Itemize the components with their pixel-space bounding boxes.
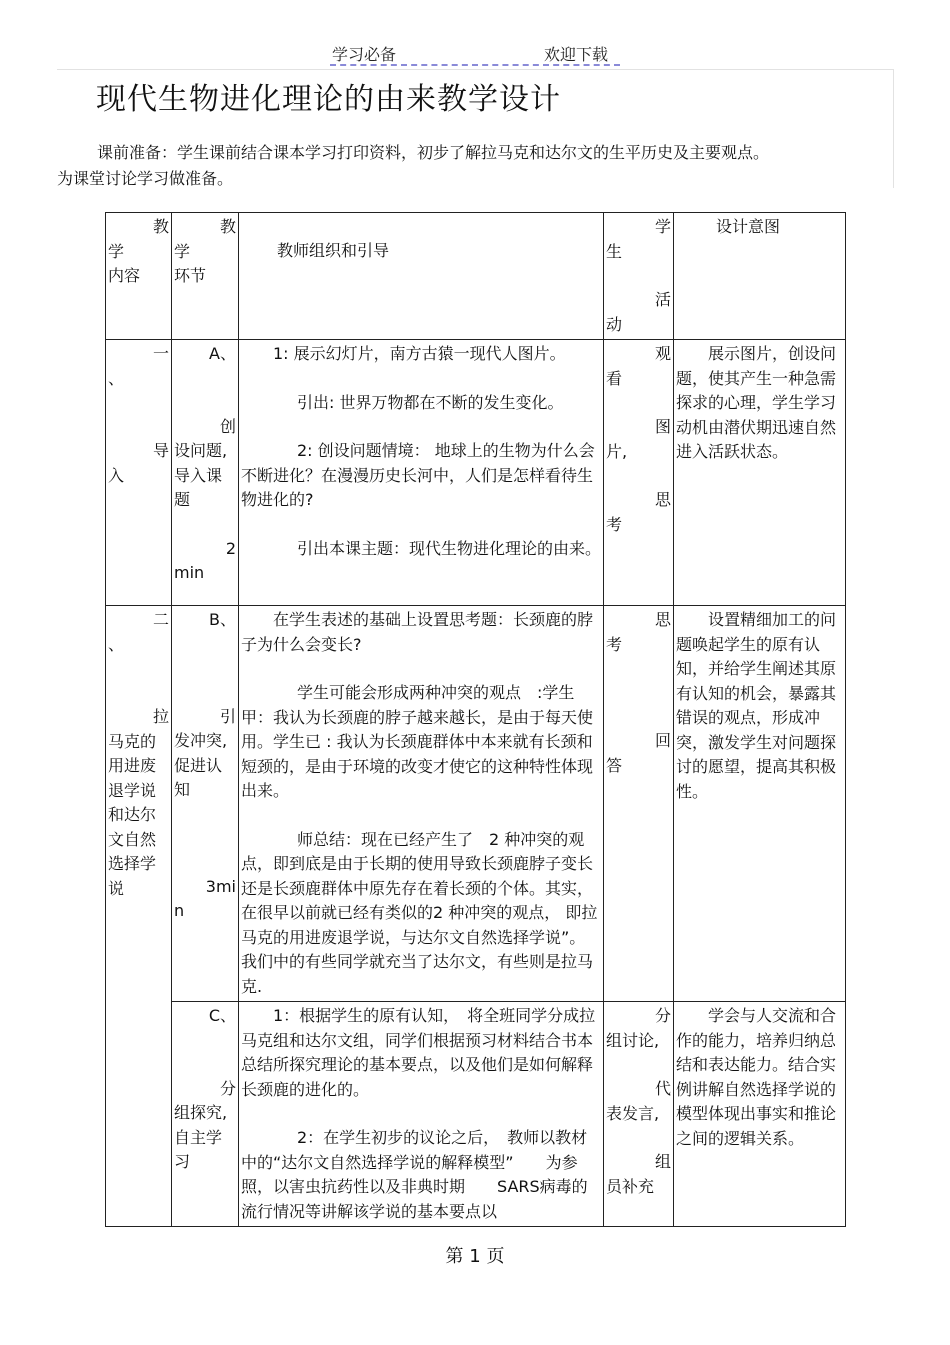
row2-teacher: 在学生表述的基础上设置思考题：长颈鹿的脖子为什么会变长? 学生可能会形成两种冲突的观点 :学生甲：我认为长颈鹿的脖子越来越长，是由于每天使用。学生已 : 我认为长颈鹿群体中本来就有长颈和短颈的，是由于环境的改变才使它的这种特性体现出来。 师总结：现在已经产生了 2 种冲突的观点，即到底是由于长期的使用导致长颈鹿脖子变长还是长颈鹿群体中原先存在着长颈的个体。其实，在很早以前就已经有类似的2 种冲突的观点， 即拉马克的用进废退学说，与达尔文自然选择学说”。我们中的有些同学就充当了达尔文，有些则是拉马克. — [239, 606, 604, 1002]
table-row — [106, 606, 846, 1002]
row1-stage: A、 创 设问题, 导入课 题 2 min — [172, 340, 239, 606]
row3-stage: C、 分 组探究, 自主学 习 — [172, 1002, 239, 1227]
page-number: 第 1 页 — [445, 1246, 505, 1267]
lesson-table — [105, 212, 846, 1227]
header-divider — [330, 64, 620, 66]
row1-teacher: 1: 展示幻灯片，南方古猿一现代人图片。 引出: 世界万物都在不断的发生变化。 2: 创设问题情境： 地球上的生物为什么会不断进化？在漫漫历史长河中，人们是怎样看待生物进化的? 引出本课主题：现代生物进化理论的由来。 — [239, 340, 604, 606]
header-teacher: 教师组织和引导 — [239, 213, 604, 340]
document-title: 现代生物进化理论的由来教学设计 — [96, 82, 561, 117]
intro-line-2: 为课堂讨论学习做准备。 — [57, 169, 234, 188]
row2-stage: B、 引 发冲突, 促进认 知 3mi n — [172, 606, 239, 1002]
row2-content: 二 、 拉 马克的 用进废 退学说 和达尔 文自然 选择学 说 — [106, 606, 172, 1227]
table-row — [106, 340, 846, 606]
header-content: 教 学 内容 — [106, 213, 172, 340]
row3-student: 分 组讨论, 代 表发言, 组 员补充 — [604, 1002, 674, 1227]
row2-intent: 设置精细加工的问题唤起学生的原有认知，并给学生阐述其原有认知的机会，暴露其错误的观点，形成冲突，激发学生对问题探讨的愿望，提高其积极性。 — [674, 606, 846, 1002]
row3-intent: 学会与人交流和合作的能力，培养归纳总结和表达能力。结合实例讲解自然选择学说的模型体现出事实和推论之间的逻辑关系。 — [674, 1002, 846, 1227]
table-row — [106, 1002, 846, 1227]
row1-student: 观 看 图 片, 思 考 — [604, 340, 674, 606]
row1-intent: 展示图片，创设问题，使其产生一种急需探求的心理，学生学习动机由潜伏期迅速自然进入活跃状态。 — [674, 340, 846, 606]
header-student: 学 生 活 动 — [604, 213, 674, 340]
row3-teacher: 1：根据学生的原有认知， 将全班同学分成拉马克组和达尔文组，同学们根据预习材料结合书本总结所探究理论的基本要点，以及他们是如何解释长颈鹿的进化的。 2：在学生初步的议论之后， 教师以教材中的“达尔文自然选择学说的解释模型” 为参照，以害虫抗药性以及非典时期 SARS病毒的流行情况等讲解该学说的基本要点以 — [239, 1002, 604, 1227]
intro-paragraph — [57, 140, 857, 192]
intro-line-1: 课前准备：学生课前结合课本学习打印资料，初步了解拉马克和达尔文的生平历史及主要观点。 — [97, 143, 770, 162]
row2-student: 思 考 回 答 — [604, 606, 674, 1002]
header-intent: 设计意图 — [674, 213, 846, 340]
header-stage: 教 学 环节 — [172, 213, 239, 340]
header-right: 欢迎下载 — [544, 45, 609, 64]
header-left: 学习必备 — [332, 45, 397, 64]
table-header-row — [106, 213, 846, 340]
row1-content: 一 、 导 入 — [106, 340, 172, 606]
